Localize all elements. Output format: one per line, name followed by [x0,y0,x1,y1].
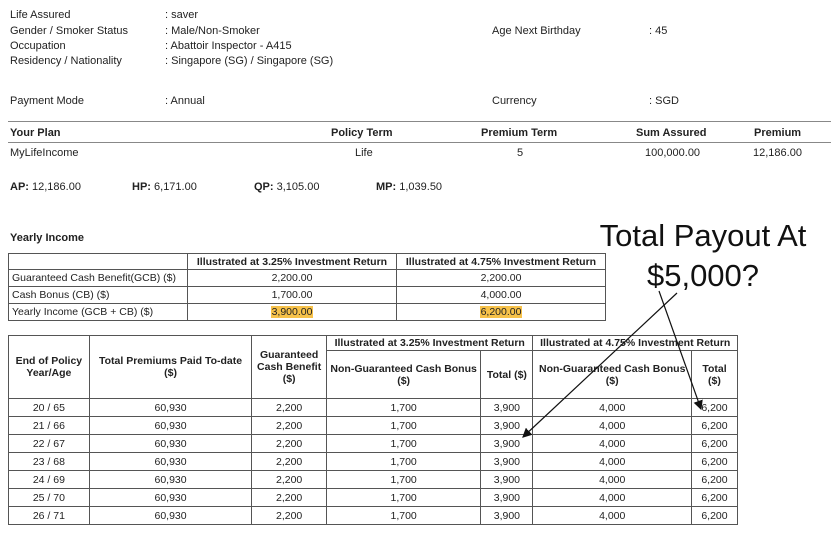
premium-mp-value: 1,039.50 [399,181,443,193]
cell-total-premiums: 60,930 [89,489,252,507]
cell-year-age: 22 / 67 [9,435,90,453]
cell-guaranteed: 2,200 [252,453,327,471]
cell-guaranteed: 2,200 [252,435,327,453]
cell-guaranteed: 2,200 [252,417,327,435]
cell-total-475: 6,200 [691,489,737,507]
arrow-to-total-325 [523,293,677,437]
cell-non-guaranteed-325: 1,700 [326,399,480,417]
cell-total-325: 3,900 [481,471,533,489]
cell-total-475: 6,200 [691,507,737,525]
plan-header-premium: Premium [754,127,802,139]
premium-mp-label: MP: [376,181,397,193]
life-assured-value: : saver [165,9,199,21]
cell-total-325: 3,900 [481,489,533,507]
yearly-income-title: Yearly Income [10,232,84,244]
cell-year-age: 20 / 65 [9,399,90,417]
residency-label: Residency / Nationality [10,55,122,67]
currency-label: Currency [492,95,537,107]
header-total-475: Total ($) [691,351,737,399]
cell-total-premiums: 60,930 [89,417,252,435]
premium-hp-value: 6,171.00 [154,181,197,193]
premium-qp-value: 3,105.00 [276,181,320,193]
cell-total-premiums: 60,930 [89,435,252,453]
cell-non-guaranteed-325: 1,700 [326,471,480,489]
yearly-income-value-475: 4,000.00 [397,287,606,304]
cell-total-475: 6,200 [691,435,737,453]
cell-non-guaranteed-325: 1,700 [326,435,480,453]
yearly-income-header-325: Illustrated at 3.25% Investment Return [188,254,397,270]
arrow-to-total-475 [659,291,701,409]
highlight-total-475: 6,200.00 [480,306,522,318]
plan-header-sum-assured: Sum Assured [636,127,707,139]
plan-sum-assured: 100,000.00 [645,147,701,159]
cell-non-guaranteed-475: 4,000 [533,417,691,435]
cell-non-guaranteed-475: 4,000 [533,399,691,417]
age-next-birthday-label: Age Next Birthday [492,25,581,37]
yearly-income-row-label: Guaranteed Cash Benefit(GCB) ($) [9,270,188,287]
cell-non-guaranteed-325: 1,700 [326,489,480,507]
cell-guaranteed: 2,200 [252,399,327,417]
header-group-475: Illustrated at 4.75% Investment Return [533,336,738,351]
header-end-of-policy: End of Policy Year/Age [9,336,90,399]
occupation-value: : Abattoir Inspector - A415 [165,40,292,52]
header-guaranteed: Guaranteed Cash Benefit ($) [252,336,327,399]
gender-smoker-label: Gender / Smoker Status [10,25,128,37]
plan-header-policy-term: Policy Term [331,127,393,139]
cell-year-age: 25 / 70 [9,489,90,507]
cell-year-age: 21 / 66 [9,417,90,435]
yearly-income-value-325: 2,200.00 [188,270,397,287]
yearly-income-value-325: 1,700.00 [188,287,397,304]
cell-non-guaranteed-325: 1,700 [326,417,480,435]
cell-non-guaranteed-325: 1,700 [326,507,480,525]
cell-total-premiums: 60,930 [89,399,252,417]
cell-guaranteed: 2,200 [252,507,327,525]
cell-total-325: 3,900 [481,399,533,417]
cell-year-age: 24 / 69 [9,471,90,489]
cell-total-premiums: 60,930 [89,507,252,525]
cell-non-guaranteed-475: 4,000 [533,435,691,453]
highlight-total-325: 3,900.00 [271,306,313,318]
header-total-premiums: Total Premiums Paid To-date ($) [89,336,252,399]
header-non-guaranteed-325: Non-Guaranteed Cash Bonus ($) [326,351,480,399]
cell-year-age: 23 / 68 [9,453,90,471]
cell-total-475: 6,200 [691,417,737,435]
header-non-guaranteed-475: Non-Guaranteed Cash Bonus ($) [533,351,691,399]
cell-total-475: 6,200 [691,399,737,417]
age-next-birthday-value: : 45 [649,25,668,37]
life-assured-label: Life Assured [10,9,71,21]
callout-line-2: $5,000? [646,258,760,293]
plan-name: MyLifeIncome [10,147,79,159]
cell-total-325: 3,900 [481,435,533,453]
plan-header-premium-term: Premium Term [481,127,558,139]
plan-premium: 12,186.00 [753,147,802,159]
plan-premium-term: 5 [517,147,524,159]
cell-guaranteed: 2,200 [252,489,327,507]
cell-non-guaranteed-325: 1,700 [326,453,480,471]
cell-total-325: 3,900 [481,453,533,471]
cell-total-325: 3,900 [481,417,533,435]
premium-ap-value: 12,186.00 [32,181,81,193]
yearly-income-value-475: 2,200.00 [397,270,606,287]
residency-value: : Singapore (SG) / Singapore (SG) [165,55,334,67]
cell-total-475: 6,200 [691,471,737,489]
yearly-income-row-label: Cash Bonus (CB) ($) [9,287,188,304]
cell-non-guaranteed-475: 4,000 [533,453,691,471]
cell-year-age: 26 / 71 [9,507,90,525]
cell-non-guaranteed-475: 4,000 [533,507,691,525]
cell-total-premiums: 60,930 [89,453,252,471]
cell-total-premiums: 60,930 [89,471,252,489]
premium-ap-label: AP: [10,181,29,193]
plan-header-your-plan: Your Plan [10,127,61,139]
occupation-label: Occupation [10,40,66,52]
plan-policy-term: Life [355,147,373,159]
cell-total-325: 3,900 [481,507,533,525]
cell-total-475: 6,200 [691,453,737,471]
premium-hp-label: HP: [132,181,151,193]
currency-value: : SGD [649,95,679,107]
cell-non-guaranteed-475: 4,000 [533,471,691,489]
yearly-income-header-475: Illustrated at 4.75% Investment Return [397,254,606,270]
header-group-325: Illustrated at 3.25% Investment Return [326,336,533,351]
header-total-325: Total ($) [481,351,533,399]
gender-smoker-value: : Male/Non-Smoker [165,25,260,37]
cell-non-guaranteed-475: 4,000 [533,489,691,507]
yearly-income-row-label: Yearly Income (GCB + CB) ($) [9,304,188,321]
premium-qp-label: QP: [254,181,274,193]
cell-guaranteed: 2,200 [252,471,327,489]
callout-line-1: Total Payout At [599,218,807,253]
payment-mode-label: Payment Mode [10,95,84,107]
payment-mode-value: : Annual [165,95,205,107]
